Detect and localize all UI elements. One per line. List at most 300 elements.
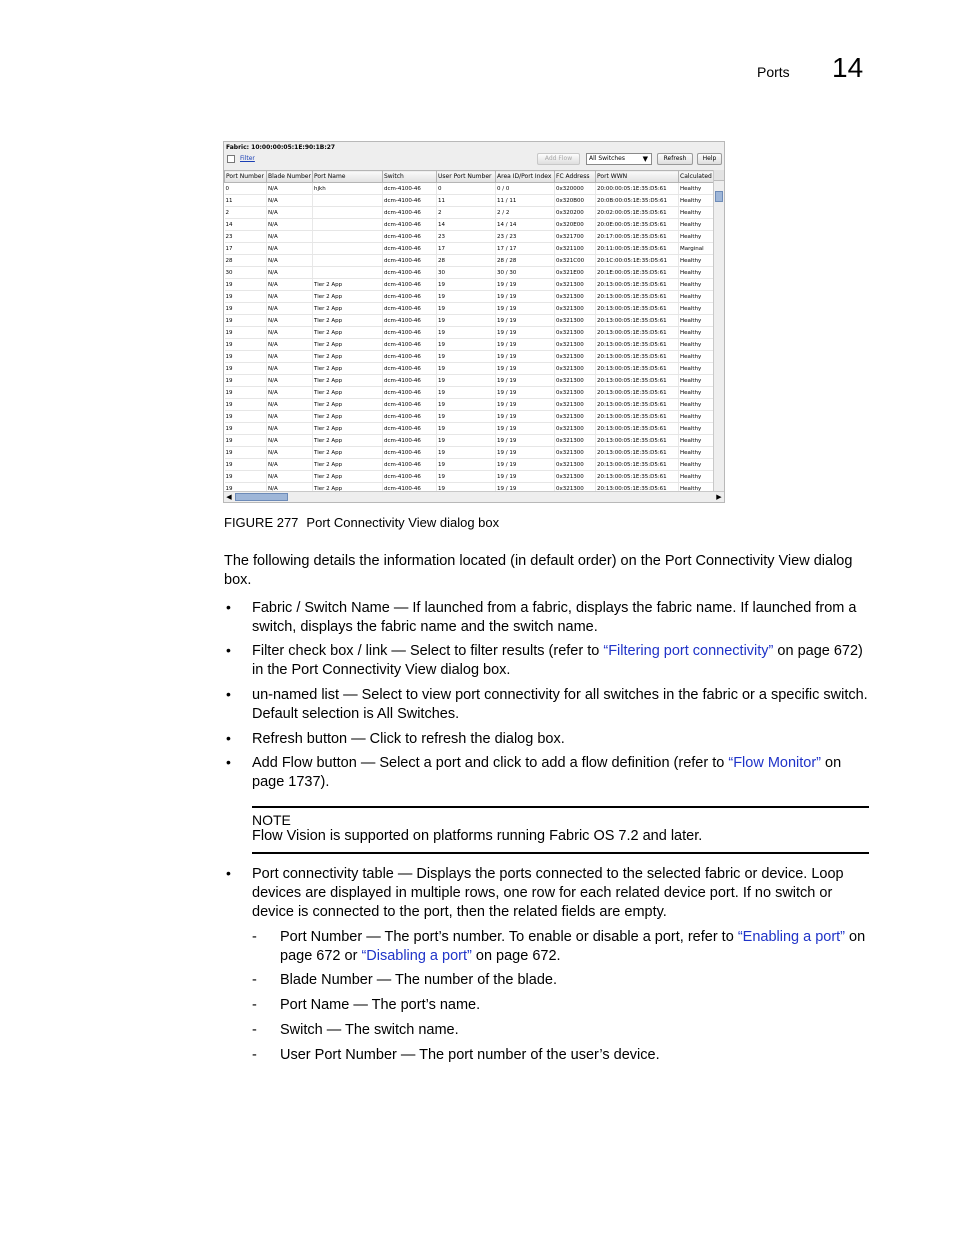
table-row[interactable] bbox=[225, 459, 714, 471]
term: Blade Number bbox=[280, 972, 373, 988]
table-cell: 0x321300 bbox=[555, 459, 596, 471]
text: on page 672) in the bbox=[252, 643, 863, 678]
bullet-add-flow bbox=[252, 754, 872, 792]
table-cell: 23 / 23 bbox=[496, 231, 555, 243]
bullet-icon: • bbox=[226, 754, 231, 770]
filter-link[interactable]: Filter bbox=[240, 155, 255, 162]
table-cell: 0x321300 bbox=[555, 471, 596, 483]
table-cell: 28 bbox=[225, 255, 267, 267]
table-cell: 20:0B:00:05:1E:35:D5:61 bbox=[596, 195, 679, 207]
table-row[interactable] bbox=[225, 471, 714, 483]
table-cell: Healthy bbox=[679, 375, 714, 387]
help-button[interactable]: Help bbox=[697, 153, 722, 165]
column-header[interactable]: Port Name bbox=[313, 171, 383, 183]
table-cell: Healthy bbox=[679, 411, 714, 423]
table-cell: 19 / 19 bbox=[496, 471, 555, 483]
table-cell: 14 bbox=[225, 219, 267, 231]
switch-select[interactable] bbox=[586, 153, 652, 165]
term: Refresh bbox=[252, 731, 303, 747]
table-cell: N/A bbox=[267, 423, 313, 435]
table-cell: 14 bbox=[437, 219, 496, 231]
bullet-icon: • bbox=[226, 730, 231, 746]
enabling-port-link[interactable]: “Enabling a port” bbox=[737, 929, 846, 945]
table-cell: N/A bbox=[267, 219, 313, 231]
table-row[interactable] bbox=[225, 303, 714, 315]
table-cell: Tier 2 App bbox=[313, 471, 383, 483]
column-header[interactable]: User Port Number bbox=[437, 171, 496, 183]
table-cell: 20:13:00:05:1E:35:D5:61 bbox=[596, 327, 679, 339]
table-cell: 19 bbox=[437, 279, 496, 291]
switch-select-value: All Switches bbox=[589, 155, 625, 162]
table-cell: 20:13:00:05:1E:35:D5:61 bbox=[596, 291, 679, 303]
table-cell: 0x320B00 bbox=[555, 195, 596, 207]
table-cell: 20:13:00:05:1E:35:D5:61 bbox=[596, 447, 679, 459]
dash-icon: - bbox=[252, 929, 257, 945]
term: Fabric bbox=[252, 600, 293, 616]
table-cell: 2 bbox=[437, 207, 496, 219]
bullet-icon: • bbox=[226, 865, 231, 881]
table-cell: 20:13:00:05:1E:35:D5:61 bbox=[596, 375, 679, 387]
add-flow-button[interactable]: Add Flow bbox=[537, 153, 580, 165]
intro-paragraph bbox=[224, 552, 874, 590]
sub-switch bbox=[280, 1021, 874, 1040]
table-cell: 0 / 0 bbox=[496, 183, 555, 195]
table-cell: N/A bbox=[267, 483, 313, 492]
table-cell: N/A bbox=[267, 207, 313, 219]
table-row[interactable] bbox=[225, 447, 714, 459]
table-cell: 19 bbox=[225, 303, 267, 315]
table-row[interactable] bbox=[225, 435, 714, 447]
table-cell: 19 bbox=[225, 411, 267, 423]
table-cell: 0x321300 bbox=[555, 351, 596, 363]
scroll-left-arrow-icon[interactable]: ◀ bbox=[226, 493, 232, 501]
table-cell: 19 / 19 bbox=[496, 435, 555, 447]
table-cell: Healthy bbox=[679, 291, 714, 303]
column-header[interactable]: Calculated bbox=[679, 171, 714, 183]
table-cell: 20:1C:00:05:1E:35:D5:61 bbox=[596, 255, 679, 267]
table-cell: 19 bbox=[437, 483, 496, 492]
table-cell: dcm-4100-46 bbox=[383, 291, 437, 303]
table-cell: 20:13:00:05:1E:35:D5:61 bbox=[596, 399, 679, 411]
table-cell: Healthy bbox=[679, 339, 714, 351]
table-cell: 17 bbox=[437, 243, 496, 255]
table-cell: 19 / 19 bbox=[496, 327, 555, 339]
table-cell: hjkh bbox=[313, 183, 383, 195]
table-cell: dcm-4100-46 bbox=[383, 183, 437, 195]
table-cell: dcm-4100-46 bbox=[383, 279, 437, 291]
column-header[interactable]: Area ID/Port Index bbox=[496, 171, 555, 183]
sub-user-port-number bbox=[280, 1046, 874, 1065]
table-cell: 19 / 19 bbox=[496, 399, 555, 411]
table-cell: Healthy bbox=[679, 363, 714, 375]
table-cell: Tier 2 App bbox=[313, 339, 383, 351]
table-cell bbox=[313, 195, 383, 207]
text: check box / link — Select to filter results (refer to bbox=[284, 643, 604, 659]
table-cell: N/A bbox=[267, 351, 313, 363]
table-cell: 2 / 2 bbox=[496, 207, 555, 219]
table-cell: 28 bbox=[437, 255, 496, 267]
table-cell bbox=[313, 219, 383, 231]
horizontal-scrollbar[interactable] bbox=[224, 491, 724, 502]
table-cell: N/A bbox=[267, 303, 313, 315]
table-cell: 19 bbox=[437, 459, 496, 471]
table-cell: Tier 2 App bbox=[313, 387, 383, 399]
table-cell: Healthy bbox=[679, 447, 714, 459]
table-cell: N/A bbox=[267, 435, 313, 447]
table-cell: 19 bbox=[225, 399, 267, 411]
table-cell: N/A bbox=[267, 399, 313, 411]
flow-monitor-link[interactable]: “Flow Monitor” bbox=[728, 755, 822, 771]
table-cell: N/A bbox=[267, 411, 313, 423]
bullet-refresh bbox=[252, 730, 872, 749]
table-cell: dcm-4100-46 bbox=[383, 387, 437, 399]
table-cell: dcm-4100-46 bbox=[383, 207, 437, 219]
table-cell: N/A bbox=[267, 447, 313, 459]
table-cell: 20:13:00:05:1E:35:D5:61 bbox=[596, 279, 679, 291]
table-cell: 0x321700 bbox=[555, 231, 596, 243]
table-cell: 19 bbox=[225, 339, 267, 351]
table-cell: Tier 2 App bbox=[313, 303, 383, 315]
table-cell: 30 / 30 bbox=[496, 267, 555, 279]
table-cell: 20:1E:00:05:1E:35:D5:61 bbox=[596, 267, 679, 279]
table-cell: dcm-4100-46 bbox=[383, 219, 437, 231]
table-row[interactable] bbox=[225, 339, 714, 351]
table-cell: 19 bbox=[437, 399, 496, 411]
table-cell: Tier 2 App bbox=[313, 435, 383, 447]
table-row[interactable] bbox=[225, 399, 714, 411]
text: — The port number of the user’s device. bbox=[396, 1047, 660, 1063]
table-cell: 19 / 19 bbox=[496, 279, 555, 291]
table-cell: 20:11:00:05:1E:35:D5:61 bbox=[596, 243, 679, 255]
filtering-link[interactable]: “Filtering port connectivity” bbox=[603, 643, 774, 659]
table-cell: Healthy bbox=[679, 435, 714, 447]
table-cell: dcm-4100-46 bbox=[383, 435, 437, 447]
table-cell: 0 bbox=[225, 183, 267, 195]
table-cell: 20:13:00:05:1E:35:D5:61 bbox=[596, 483, 679, 492]
term: User Port Number bbox=[280, 1047, 397, 1063]
note-box bbox=[252, 806, 869, 854]
figure-label: FIGURE 277 bbox=[224, 515, 299, 530]
table-cell: Healthy bbox=[679, 327, 714, 339]
table-cell: 20:17:00:05:1E:35:D5:61 bbox=[596, 231, 679, 243]
table-row[interactable] bbox=[225, 351, 714, 363]
table-cell: dcm-4100-46 bbox=[383, 303, 437, 315]
table-cell: 0x320000 bbox=[555, 183, 596, 195]
table-cell: N/A bbox=[267, 363, 313, 375]
dialog-toolbar bbox=[224, 142, 724, 173]
table-cell: N/A bbox=[267, 459, 313, 471]
table-cell: Tier 2 App bbox=[313, 447, 383, 459]
table-cell: 19 bbox=[437, 315, 496, 327]
vertical-scrollbar[interactable] bbox=[713, 170, 724, 491]
table-row[interactable] bbox=[225, 255, 714, 267]
table-cell: Tier 2 App bbox=[313, 279, 383, 291]
table-cell: N/A bbox=[267, 279, 313, 291]
table-cell: 19 / 19 bbox=[496, 291, 555, 303]
table-cell: 0x321300 bbox=[555, 399, 596, 411]
table-cell: Healthy bbox=[679, 255, 714, 267]
table-cell: 0x321100 bbox=[555, 243, 596, 255]
table-cell: N/A bbox=[267, 327, 313, 339]
table-row[interactable] bbox=[225, 195, 714, 207]
table-cell: dcm-4100-46 bbox=[383, 231, 437, 243]
table-cell: 19 / 19 bbox=[496, 315, 555, 327]
table-cell: 20:00:00:05:1E:35:D5:61 bbox=[596, 183, 679, 195]
table-cell: N/A bbox=[267, 291, 313, 303]
table-cell: 19 bbox=[225, 363, 267, 375]
table-cell: 0x321300 bbox=[555, 291, 596, 303]
table-cell: 19 bbox=[437, 435, 496, 447]
term: Add Flow bbox=[252, 755, 313, 771]
table-cell: Healthy bbox=[679, 195, 714, 207]
refresh-button[interactable]: Refresh bbox=[657, 153, 693, 165]
table-cell: N/A bbox=[267, 267, 313, 279]
table-cell: dcm-4100-46 bbox=[383, 351, 437, 363]
table-cell: N/A bbox=[267, 195, 313, 207]
table-cell: dcm-4100-46 bbox=[383, 363, 437, 375]
table-cell: 19 / 19 bbox=[496, 363, 555, 375]
table-cell: Tier 2 App bbox=[313, 351, 383, 363]
text: / bbox=[292, 600, 305, 616]
table-cell: dcm-4100-46 bbox=[383, 327, 437, 339]
table-row[interactable] bbox=[225, 375, 714, 387]
table-cell: 19 / 19 bbox=[496, 375, 555, 387]
table-cell: 0x321300 bbox=[555, 375, 596, 387]
table-cell: 19 bbox=[225, 483, 267, 492]
sub-blade-number bbox=[280, 971, 874, 990]
intro-text-2: dialog box. bbox=[224, 553, 853, 588]
term: Filter bbox=[252, 643, 285, 659]
table-row[interactable] bbox=[225, 423, 714, 435]
term: Port Number bbox=[280, 929, 363, 945]
horizontal-scroll-thumb[interactable] bbox=[235, 493, 288, 501]
text: — The port’s name. bbox=[349, 997, 481, 1013]
table-cell: 20:13:00:05:1E:35:D5:61 bbox=[596, 423, 679, 435]
table-cell: 30 bbox=[225, 267, 267, 279]
table-cell: 0x321300 bbox=[555, 447, 596, 459]
column-header[interactable]: FC Address bbox=[555, 171, 596, 183]
table-cell: 19 bbox=[437, 363, 496, 375]
dash-icon: - bbox=[252, 1022, 257, 1038]
figure-caption bbox=[224, 515, 499, 530]
term: Port Name bbox=[280, 997, 350, 1013]
table-cell: 0x320E00 bbox=[555, 219, 596, 231]
table-cell: 20:13:00:05:1E:35:D5:61 bbox=[596, 459, 679, 471]
sub-port-name bbox=[280, 996, 874, 1015]
table-cell: 30 bbox=[437, 267, 496, 279]
table-row[interactable] bbox=[225, 483, 714, 492]
column-header[interactable]: Switch bbox=[383, 171, 437, 183]
table-cell: dcm-4100-46 bbox=[383, 459, 437, 471]
table-cell: Marginal bbox=[679, 243, 714, 255]
header-chapter: 14 bbox=[832, 52, 864, 83]
table-cell: N/A bbox=[267, 183, 313, 195]
intro-bold: Port Connectivity View bbox=[664, 553, 810, 569]
table-cell: 0x321300 bbox=[555, 279, 596, 291]
table-cell: 19 / 19 bbox=[496, 459, 555, 471]
column-header[interactable]: Port WWN bbox=[596, 171, 679, 183]
table-cell: 19 bbox=[437, 387, 496, 399]
intro-text: The following details the information located (in default order) on the bbox=[224, 553, 665, 569]
table-cell bbox=[313, 267, 383, 279]
table-cell: 0 bbox=[437, 183, 496, 195]
term: Switch Name bbox=[304, 600, 390, 616]
table-cell: 19 bbox=[225, 459, 267, 471]
sub-port-number bbox=[280, 928, 874, 966]
table-cell: N/A bbox=[267, 255, 313, 267]
dash-icon: - bbox=[252, 1047, 257, 1063]
figure-title: Port Connectivity View dialog box bbox=[306, 515, 500, 530]
table-cell: 0x321C00 bbox=[555, 255, 596, 267]
table-cell: 20:0E:00:05:1E:35:D5:61 bbox=[596, 219, 679, 231]
table-cell: dcm-4100-46 bbox=[383, 315, 437, 327]
table-cell: 14 / 14 bbox=[496, 219, 555, 231]
table-row[interactable] bbox=[225, 411, 714, 423]
table-cell: 20:13:00:05:1E:35:D5:61 bbox=[596, 339, 679, 351]
table-cell: Tier 2 App bbox=[313, 315, 383, 327]
table-cell: 19 / 19 bbox=[496, 423, 555, 435]
table-row[interactable] bbox=[225, 231, 714, 243]
table-cell: dcm-4100-46 bbox=[383, 471, 437, 483]
table-cell: 19 bbox=[437, 351, 496, 363]
table-cell: 20:13:00:05:1E:35:D5:61 bbox=[596, 411, 679, 423]
table-cell: 20:13:00:05:1E:35:D5:61 bbox=[596, 435, 679, 447]
table-cell: 19 bbox=[225, 315, 267, 327]
table-row[interactable] bbox=[225, 363, 714, 375]
table-row[interactable] bbox=[225, 267, 714, 279]
table-cell: 0x321300 bbox=[555, 315, 596, 327]
table-cell: 20:02:00:05:1E:35:D5:61 bbox=[596, 207, 679, 219]
table-cell: 19 bbox=[225, 435, 267, 447]
filter-checkbox[interactable] bbox=[227, 155, 235, 163]
table-cell: dcm-4100-46 bbox=[383, 483, 437, 492]
table-cell: Healthy bbox=[679, 183, 714, 195]
bullet-icon: • bbox=[226, 599, 231, 615]
text: — If launched from a fabric, displays the fabric name. If launched from a switch, displays the fabric name and the switch name. bbox=[252, 600, 857, 635]
text: — The number of the blade. bbox=[372, 972, 558, 988]
table-cell: N/A bbox=[267, 375, 313, 387]
table-cell: Healthy bbox=[679, 303, 714, 315]
table-cell: 0x321300 bbox=[555, 423, 596, 435]
table-cell: 19 bbox=[437, 411, 496, 423]
bullet-filter bbox=[252, 642, 872, 680]
vertical-scroll-thumb[interactable] bbox=[715, 191, 723, 202]
table-cell: 17 bbox=[225, 243, 267, 255]
bullet-unnamed-list: un-named list — Select to view port connectivity for all switches in the fabric or a specific switch. Default selection is All Switches. bbox=[252, 687, 868, 722]
table-row[interactable] bbox=[225, 279, 714, 291]
table-header-row bbox=[225, 171, 714, 183]
term: Switch bbox=[280, 1022, 323, 1038]
table-cell: 19 bbox=[437, 339, 496, 351]
bullet-port-table: Port connectivity table — Displays the ports connected to the selected fabric or device. Loop devices are displayed in multiple rows, one row for each related device port. If no switch or device is connected to the port, then the related fields are empty. bbox=[252, 866, 844, 920]
table-cell: Healthy bbox=[679, 459, 714, 471]
term: Port Connectivity View bbox=[291, 662, 437, 678]
table-cell: Tier 2 App bbox=[313, 375, 383, 387]
table-row[interactable] bbox=[225, 183, 714, 195]
table-cell: Healthy bbox=[679, 231, 714, 243]
table-cell: 19 / 19 bbox=[496, 339, 555, 351]
header-section: Ports bbox=[757, 64, 790, 80]
table-cell: 20:13:00:05:1E:35:D5:61 bbox=[596, 315, 679, 327]
table-cell: Healthy bbox=[679, 279, 714, 291]
table-cell: 19 bbox=[225, 423, 267, 435]
table-row[interactable] bbox=[225, 315, 714, 327]
table-cell: dcm-4100-46 bbox=[383, 339, 437, 351]
table-cell: 0x321E00 bbox=[555, 267, 596, 279]
table-row[interactable] bbox=[225, 207, 714, 219]
table-cell: N/A bbox=[267, 243, 313, 255]
table-cell: dcm-4100-46 bbox=[383, 399, 437, 411]
table-cell: 11 / 11 bbox=[496, 195, 555, 207]
table-cell: dcm-4100-46 bbox=[383, 267, 437, 279]
table-cell: Healthy bbox=[679, 399, 714, 411]
table-cell: 19 / 19 bbox=[496, 387, 555, 399]
table-cell: Healthy bbox=[679, 207, 714, 219]
table-cell: 19 bbox=[437, 375, 496, 387]
table-cell: 20:13:00:05:1E:35:D5:61 bbox=[596, 303, 679, 315]
table-cell: N/A bbox=[267, 339, 313, 351]
text: dialog box. bbox=[436, 662, 511, 678]
table-cell bbox=[313, 207, 383, 219]
text: on page 672. bbox=[471, 948, 561, 964]
text: button — Click to refresh the dialog box. bbox=[302, 731, 565, 747]
table-cell: 19 / 19 bbox=[496, 351, 555, 363]
table-cell: dcm-4100-46 bbox=[383, 411, 437, 423]
table-row[interactable] bbox=[225, 243, 714, 255]
column-header[interactable]: Port Number bbox=[225, 171, 267, 183]
table-cell: 0x321300 bbox=[555, 483, 596, 492]
table-row[interactable] bbox=[225, 387, 714, 399]
table-row[interactable] bbox=[225, 219, 714, 231]
table-cell: 19 bbox=[225, 471, 267, 483]
table-cell: 19 bbox=[225, 387, 267, 399]
table-row[interactable] bbox=[225, 291, 714, 303]
table-cell: 19 / 19 bbox=[496, 447, 555, 459]
table-cell: Healthy bbox=[679, 267, 714, 279]
table-cell: 0x321300 bbox=[555, 435, 596, 447]
dash-icon: - bbox=[252, 997, 257, 1013]
table-cell: 19 bbox=[225, 375, 267, 387]
text: on page 672 or bbox=[280, 929, 866, 964]
table-cell: 19 / 19 bbox=[496, 411, 555, 423]
scroll-right-arrow-icon[interactable]: ▶ bbox=[716, 493, 722, 501]
table-cell: 19 bbox=[225, 447, 267, 459]
table-cell: dcm-4100-46 bbox=[383, 447, 437, 459]
text: on page 1737). bbox=[252, 755, 842, 790]
note-title: NOTE bbox=[252, 812, 291, 828]
table-cell: 11 bbox=[437, 195, 496, 207]
table-cell: N/A bbox=[267, 231, 313, 243]
table-cell: 23 bbox=[225, 231, 267, 243]
table-cell: 17 / 17 bbox=[496, 243, 555, 255]
table-cell: 19 bbox=[225, 327, 267, 339]
column-header[interactable]: Blade Number bbox=[267, 171, 313, 183]
table-cell bbox=[313, 231, 383, 243]
scroll-up-arrow-icon[interactable] bbox=[714, 170, 724, 181]
table-cell: Healthy bbox=[679, 219, 714, 231]
table-cell: 0x321300 bbox=[555, 411, 596, 423]
table-cell: 20:13:00:05:1E:35:D5:61 bbox=[596, 363, 679, 375]
table-cell: 0x321300 bbox=[555, 363, 596, 375]
table-row[interactable] bbox=[225, 327, 714, 339]
table-cell: 19 bbox=[437, 471, 496, 483]
note-text: Flow Vision is supported on platforms running Fabric OS 7.2 and later. bbox=[252, 828, 703, 844]
table-cell: Tier 2 App bbox=[313, 483, 383, 492]
table-cell: 19 bbox=[437, 327, 496, 339]
table-cell: 28 / 28 bbox=[496, 255, 555, 267]
disabling-port-link[interactable]: “Disabling a port” bbox=[361, 948, 472, 964]
table-cell: 23 bbox=[437, 231, 496, 243]
